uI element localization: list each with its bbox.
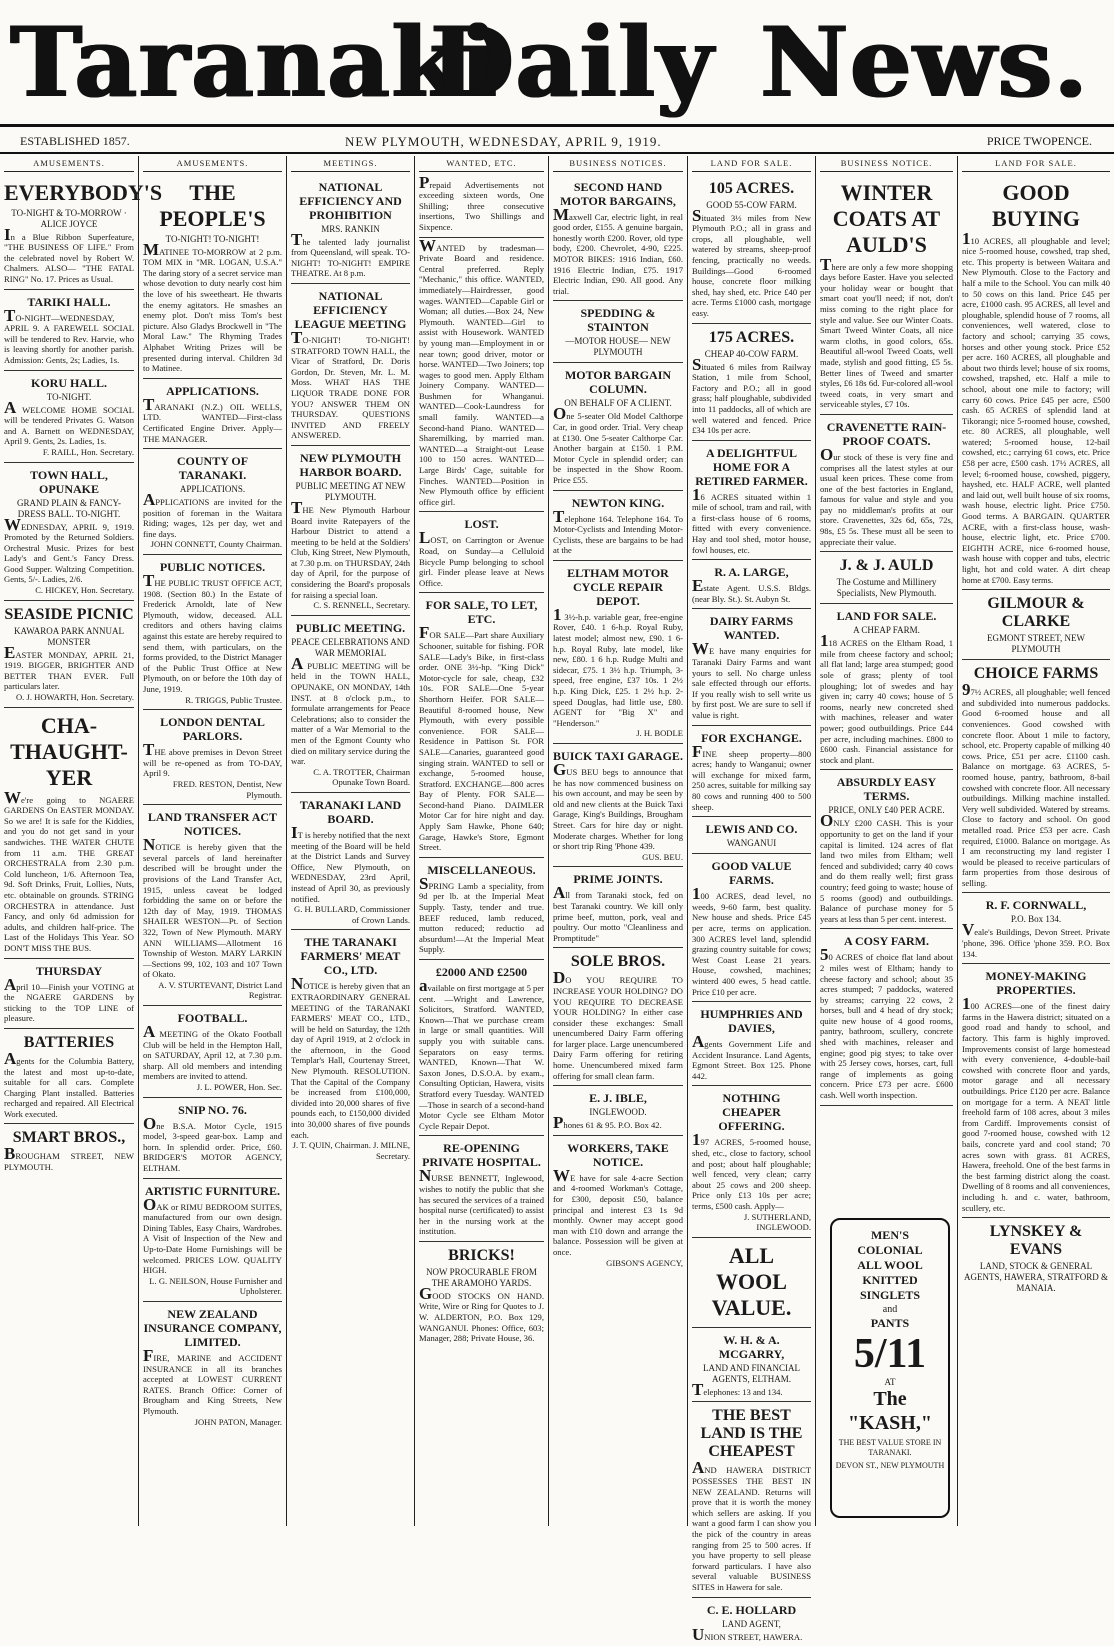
- ad-title: FOOTBALL.: [177, 1011, 248, 1026]
- ad-title: R. F. CORNWALL,: [985, 898, 1087, 913]
- ad-body: Telephones: 13 and 134.: [692, 1379, 783, 1399]
- ad-signature: JOHN CONNETT, County Chairman.: [150, 539, 282, 550]
- advertisement: [692, 726, 811, 818]
- ad-subtitle: MRS. RANKIN: [321, 223, 380, 234]
- advertisement: [962, 175, 1110, 591]
- column-heading: BUSINESS NOTICES.: [553, 156, 683, 172]
- ad-title: NEW PLYMOUTH HARBOR BOARD.: [299, 450, 402, 479]
- ad-title: GILMOUR & CLARKE: [987, 595, 1085, 631]
- ad-title: MONEY-MAKING PROPERTIES.: [985, 969, 1087, 998]
- ad-subtitle: TO-NIGHT.: [46, 391, 92, 402]
- column-heading: MEETINGS.: [291, 156, 410, 172]
- advertisement: [553, 1086, 683, 1136]
- ad-body: 110 ACRES, all ploughable and level; nice 5-roomed house, cowshed, trap shed, etc. This property is between Waitara and New Plymouth. Close to the Factory and half a mile to the School. You can milk 40 to 50 cows on this land. Price £45 per acre, £1000 cash. 95 ACRES, all level and ploughable, splendid house of 7 rooms, all conveniences, well watered, close to factory and school; carrying 35 cows, horses and other young stock. Price £52 per acre. 160 ACRES, all ploughable and about two thirds level; house of six rooms, cowshed, trapshed, etc. Half a mile to school, about one mile to factory; will carry 60 cows. Price £45 per acre, £500 cash. 65 ACRES of splendid land at Tikorangi; nice 5-roomed house, cowshed, etc. 80 ACRES, all ploughable, well watered; 5-roomed house, 12-bail cowshed, etc.; carrying 61 cows, etc. Price £58 per acre, £500 cash. 17½ ACRES, all level; 6-roomed house, cowshed, piggery, hayshed, etc. HALF ACRE, well planted and laid out, well built house of six rooms, wash house, electric light. Price £750. Good terms. A BARGAIN. QUARTER ACRE, with a first-class house, wash-house, electric light, etc. Price £700. EIGHTH ACRE, nice 6-roomed house, wash house with copper and tubs, electric light, hot and cold water. A dirt cheap home at £700. Easy terms.: [962, 228, 1110, 585]
- advertisement: [4, 463, 134, 601]
- ad-signature: J. T. QUIN, Chairman. J. MILNE, Secretary.: [292, 1140, 410, 1161]
- ad-body: WANTED by tradesman—Private Board and residence. Central preferred. Reply "Mechanic," this office. WANTED, immediately—Hairdresser, good wages. WANTED—Capable Girl or Woman; all duties.—Box 24, New Plymouth. WANTED—Girl to assist with Housework. WANTED by young man—Employment in or near town; good driver, motor or horse. WANTED—Two Joiners; top wages to good men. Apply Eltham Joinery Company. WANTED—Bushmen for Whanganui. WANTED—Cook-Laundress for small family. WANTED—a Second-hand Piano. WANTED—Sharemilking, by married man. WANTED—a Straight-out Lease 100 to 150 acres. WANTED—Large Birds' Cage, suitable for Finches. WANTED—Position in New Plymouth office by efficient office girl.: [419, 235, 544, 507]
- ad-title: NOTHING CHEAPER OFFERING.: [718, 1091, 785, 1134]
- ad-subtitle: ON BEHALF OF A CLIENT.: [564, 398, 672, 409]
- advertisement: [692, 1238, 811, 1328]
- ad-body: One B.S.A. Motor Cycle, 1915 model, 3-speed gear-box. Lamp and horn. In splendid order. Price, £60. BRIDGER'S MOTOR AGENCY, ELTHAM.: [143, 1113, 282, 1173]
- advertisement: [291, 616, 410, 793]
- advertisement: [553, 867, 683, 948]
- advertisement: [553, 363, 683, 490]
- ad-body: Prepaid Advertisements not exceeding sixteen words, One Shilling; three consecutive insertions, Two Shillings and Sixpence.: [419, 172, 544, 232]
- ad-subtitle: PUBLIC MEETING AT NEW PLYMOUTH.: [295, 480, 406, 502]
- advertisement: [692, 441, 811, 561]
- ad-body: NOTICE is hereby given that an EXTRAORDINARY GENERAL MEETING of the TARANAKI FARMERS' MEAT CO., LTD., will be held on Saturday, the 12th day of April 1919, at 2 o'clock in the afternoon, in the Good Templar's Hall, Courtenay Street, New Plymouth. RESOLUTION. That the Capital of the Company be increased from £100,000, divided into 20,000 shares of five pounds each, to £150,000 divided into 30,000 shares of five pounds each.: [291, 974, 410, 1140]
- ad-body: 97½ ACRES, all ploughable; well fenced and subdivided into numerous paddocks. Good 6-roomed house and all conveniences. Good cowshed with concrete floor. About 1 mile to factory, school, etc. Property capable of milking 40 cows. Price, £51 per acre. £1100 cash. Balance on mortgage. 63 ACRES, 5-roomed house, pantry, bathroom, 8-bail cowshed with concrete floor. All necessary outbuildings. Milking machine installed. Very well subdivided. Watered by streams. Close to factory and school. On good metalled road. Price £53 per acre. Cash required, £1000. Balance on mortgage. As I am reconstructing my land register I would be pleased to receive particulars of farm properties from those desirous of selling.: [962, 680, 1110, 888]
- ad-body: We're going to NGAERE GARDENS On EASTER MONDAY. So we are! It is safe for the Kiddies, and you do not get sand in your sandwiches. THE WATER CHUTE from 11 a.m. THE GREAT ORCHESTRALA from 2.30 p.m. Cold luncheon, 1/6. Afternoon Tea, 9d. Soft Drinks, Fruit, Lollies, Nuts, etc. obtainable on grounds. STRING ORCHESTRA in attendance. Just Fancy, and only 6d admission for adults, and children half-price. The Last of the Holidays This Year. SO DON'T MISS THE BUS.: [4, 787, 134, 953]
- ad-body: THE above premises in Devon Street will be re-opened as from TO-DAY, April 9.: [143, 740, 282, 779]
- kash-store: The "KASH,": [848, 1388, 932, 1434]
- ad-title: THE BEST LAND IS THE CHEAPEST: [700, 1407, 803, 1461]
- ad-title: LOST.: [464, 517, 499, 532]
- ad-body: Agents Government Life and Accident Insurance. Land Agents, Egmont Street. Box 125. Phone 442.: [692, 1032, 811, 1081]
- ad-title: BRICKS!: [448, 1246, 515, 1264]
- column-heading: LAND FOR SALE.: [962, 156, 1110, 172]
- advertisement: [143, 1098, 282, 1179]
- ad-title: DAIRY FARMS WANTED.: [709, 614, 794, 643]
- advertisement: [692, 1002, 811, 1086]
- ad-body: 16 ACRES situated within 1 mile of school, tram and rail, with a first-class house of 6 rooms, fitted with every convenience. Hay and tool shed, motor house, fowl houses, etc.: [692, 484, 811, 555]
- ad-body: NOTICE is hereby given that the several parcels of land hereinafter described will be brought under the provisions of the Land Transfer Act, 1915, unless caveat be lodged forbidding the same on or before the 12th day of May, 1919. THOMAS SHAILER WESTON—Pt. of Section 322, Town of New Plymouth. MARY ANN WILLIAMS—Allotment 16 Township of Weston. MARY LARKIN—Sections 99, 102, 103 and 107 Town of Okato.: [143, 835, 282, 980]
- advertisement: [143, 175, 282, 379]
- ad-body: BROUGHAM STREET, NEW PLYMOUTH.: [4, 1144, 134, 1173]
- advertisement: [820, 770, 953, 929]
- column-2: [138, 156, 286, 1526]
- masthead-word-news: News.: [760, 6, 1089, 119]
- ad-signature: FRED. RESTON, Dentist, New Plymouth.: [172, 778, 282, 800]
- established-text: ESTABLISHED 1857.: [20, 134, 130, 148]
- ad-subtitle: TO-NIGHT & TO-MORROW · ALICE JOYCE: [11, 207, 127, 229]
- ad-body: A MEETING of the Okato Football Club will be held in the Hempton Hall, on SATURDAY, April 12, at 7.30 p.m. sharp. All old members and intending members are invited to attend.: [143, 1022, 282, 1082]
- ad-title: LEWIS AND CO.: [705, 822, 798, 837]
- ad-title: THE PEOPLE'S: [159, 179, 266, 231]
- ad-subtitle: NOW PROCURABLE FROM THE ARAMOHO YARDS.: [426, 1266, 537, 1288]
- advertisement: [692, 854, 811, 1002]
- ad-body: WE have many enquiries for Taranaki Dairy Farms and want yours to sell. No charge unless sale effected through our efforts. If you really wish to sell write us by first post. We are sure to sell if value is right.: [692, 639, 811, 720]
- ad-title: TARIKI HALL.: [27, 294, 111, 309]
- ad-title: WORKERS, TAKE NOTICE.: [567, 1140, 669, 1169]
- kash-tagline: THE BEST VALUE STORE IN TARANAKI.: [838, 1438, 942, 1457]
- ad-body: All from Taranaki stock, fed on best Taranaki country. We kill only prime beef, mutton, pork, veal and poultry. Our motto "Cleanliness and Promptitude": [553, 883, 683, 943]
- ad-title: C. E. HOLLARD: [706, 1602, 797, 1617]
- ad-body: AND HAWERA DISTRICT POSSESSES THE BEST IN NEW ZEALAND. Returns will prove that it is worth the money which sellers are asking. If you want a good farm I can show you the pick of the country in areas ranging from 25 to 500 acres. If you have property to sell please forward particulars. I have also several valuable BUSINESS SITES in Hawera for sale.: [692, 1458, 811, 1592]
- column-1: [0, 156, 163, 1526]
- column-5: [548, 156, 687, 1526]
- ad-signature: JOHN PATON, Manager.: [194, 1416, 282, 1427]
- ad-signature: J. H. BODLE: [636, 728, 683, 739]
- ad-title: FOR SALE, TO LET, ETC.: [425, 598, 538, 627]
- ad-body: 100 ACRES—one of the finest dairy farms in the Hawera district; situated on a good road and handy to school, and factory. This farm is highly improved. Improvements consist of large homestead with every convenience, 4-double-bail cowshed with concrete floor and yards, motor garage and all necessary outbuildings. Price £120 per acre. Balance on mortgage for a term. A NEAT little freehold farm of 108 acres, about 3 miles from Cardiff. Improvements consist of good 7-roomed house, cowshed with 12 bails, concrete yard and cool stand; 70 acres sown with grass. 81 ACRES, Hawera, freehold. One of the best farms in the best farming district along the coast. Dwelling of 8 rooms and all conveniences, including h. and c. water, bathroom, scullery, etc.: [962, 994, 1110, 1213]
- ad-body: One 5-seater Old Model Calthorpe Car, in good order. Trial. Very cheap at £130. One 5-seater Calthorpe Car. Another bargain at £150. 1 P.M. Motor Cycle in splendid order; can be inspected in the Show Room. Price £55.: [553, 404, 683, 485]
- ad-body: MATINEE TO-MORROW at 2 p.m. TOM MIX in "MR. LOGAN, U.S.A." The daring story of a secret service man whose devotion to duty nearly cost him the love of his sweetheart. He thwarts the enemy agitators. He smashes an enemy plot. Don't miss Tom's best picture. Also Gladys Brockwell in "The Moral Law." The Rhyming Trades Alphabet Writing Prizes will be presented during interval. Children 3d to Matinee.: [143, 239, 282, 374]
- ad-title: LYNSKEY & EVANS: [989, 1223, 1083, 1259]
- ad-body: FIRE, MARINE and ACCIDENT INSURANCE in all its branches accepted at LOWEST CURRENT RATES. Branch Office: Corner of Brougham and King Streets, New Plymouth.: [143, 1345, 282, 1416]
- advertisement: [820, 552, 953, 604]
- ad-subtitle: A CHEAP FARM.: [853, 625, 920, 636]
- ad-body: In a Blue Ribbon Superfeature, "THE BUSINESS OF LIFE." From the celebrated novel by Robert W. Chalmers. ALSO— "THE FATAL RING" No. 17. Prices as Usual.: [4, 224, 134, 284]
- ad-body: EASTER MONDAY, APRIL 21, 1919. BIGGER, BRIGHTER AND BETTER THAN EVER. Full particulars later.: [4, 642, 134, 692]
- advertisement: [143, 1006, 282, 1098]
- advertisement: [692, 1086, 811, 1237]
- ad-title: W. H. & A. MCGARRY,: [718, 1332, 785, 1361]
- column-4: [414, 156, 548, 1526]
- ad-signature: A. V. STURTEVANT, District Land Registrar.: [158, 979, 282, 1001]
- advertisement: [419, 593, 544, 857]
- column-heading: BUSINESS NOTICE.: [820, 156, 953, 172]
- ad-body: Our stock of these is very fine and comprises all the latest styles at our usual keen prices. These come from one of the best factories in England, famous for value and style and you pay no middleman's profits at our store. Cravenettes, 32s 6d, 65s, 72s, 98s, £5 5s. These must all be seen to appreciate their value.: [820, 444, 953, 547]
- ad-signature: C. A. TROTTER, Chairman Opunake Town Board.: [313, 766, 410, 788]
- ad-title: MISCELLANEOUS.: [427, 862, 536, 877]
- advertisement: [553, 491, 683, 561]
- ad-body: Estate Agent. U.S.S. Bldgs. (near Bly. St.). St. Aubyn St.: [692, 576, 811, 604]
- ad-body: TARANAKI (N.Z.) OIL WELLS, LTD. WANTED—First-class Certificated Engine Driver. Apply— THE MANAGER.: [143, 394, 282, 444]
- ad-signature: C. S. RENNELL, Secretary.: [313, 600, 410, 611]
- ad-title: £2000 AND £2500: [435, 965, 528, 979]
- kash-advertisement: [830, 1218, 950, 1518]
- advertisement: [419, 1136, 544, 1242]
- masthead-word-daily: Daily: [430, 6, 715, 119]
- ad-body: 50 ACRES of choice flat land about 2 miles west of Eltham; handy to cheese factory and school; about 35 acres stumped; 7 paddocks, watered by streams; carrying 22 cows, 2 horses, bull and 4 head of dry stock; quite new house of 4 good rooms, pantry, bathroom, scullery, concrete shed with machines, releaser and engine; good pig styes; to take over with 25 Jersey cows, horses, cart, full range of implements as going concern. Price £73 per acre. £600 cash. Well worth inspection.: [820, 945, 953, 1101]
- ad-title: COUNTY OF TARANAKI.: [176, 454, 249, 483]
- ad-body: Phones 61 & 95. P.O. Box 42.: [553, 1113, 662, 1133]
- ad-body: A PUBLIC MEETING will be held in the TOWN HALL, OPUNAKE, ON MONDAY, 14th INST. at 8 o'clock p.m., to formulate arrangements for Peace Celebrations; also to consider the matter of a War Memorial to the men of the Egmont County who died on military service during the war.: [291, 653, 410, 767]
- kash-line-4: KNITTED: [862, 1273, 918, 1287]
- ad-body: GOOD STOCKS ON HAND. Write, Wire or Ring for Quotes to J. W. ALDERTON, P.O. Box 129, WANGANUI. Phones: Office, 603; Manager, 288; Private House, 36.: [419, 1283, 544, 1344]
- advertisement: [419, 1242, 544, 1348]
- kash-line-7: PANTS: [870, 1316, 910, 1330]
- column-heading: LAND FOR SALE.: [692, 156, 811, 172]
- ad-body: IT is hereby notified that the next meeting of the Board will be held at the District Lands and Survey Office, New Plymouth, on WEDNESDAY, 23rd April, instead of April 30, as previously notified.: [291, 822, 410, 904]
- advertisement: [820, 929, 953, 1105]
- advertisement: [291, 175, 410, 284]
- ad-body: Veale's Buildings, Devon Street. Private 'phone, 396. Office 'phone 359. P.O. Box 134.: [962, 920, 1110, 959]
- ad-title: EVERYBODY'S: [4, 179, 163, 205]
- ad-body: The talented lady journalist from Queensland, will speak. TO-NIGHT! TO-NIGHT! EMPIRE THEATRE. At 8 p.m.: [291, 229, 410, 279]
- advertisement: [4, 601, 134, 708]
- advertisement: [291, 446, 410, 616]
- ad-title: SMART BROS.,: [12, 1129, 126, 1147]
- ad-body: GUS BEU begs to announce that he has now commenced business on his own account, and may be seen by old and new clients at the Buick Taxi Garage, King's Buildings, Brougham Street. Cars for hire day or night. Moderate charges. Whether for long or short trip Ring 'Phone 439.: [553, 760, 683, 852]
- column-heading: AMUSEMENTS.: [4, 156, 134, 172]
- advertisement: [553, 301, 683, 363]
- ad-signature: R. TRIGGS, Public Trustee.: [185, 694, 282, 705]
- ad-title: RE-OPENING PRIVATE HOSPITAL.: [422, 1141, 541, 1170]
- ad-title: 175 ACRES.: [708, 328, 795, 346]
- ad-subtitle: The Costume and Millinery Specialists, New Plymouth.: [836, 577, 937, 599]
- ad-subtitle: WANGANUI: [726, 838, 777, 849]
- ad-title: NATIONAL EFFICIENCY AND PROHIBITION: [299, 179, 402, 222]
- kash-price: 5/11: [853, 1331, 927, 1377]
- kash-line-3: ALL WOOL: [857, 1258, 923, 1272]
- advertisement: [820, 415, 953, 552]
- ad-subtitle: PEACE CELEBRATIONS AND WAR MEMORIAL: [291, 636, 410, 658]
- advertisement: [962, 590, 1110, 660]
- advertisement: [553, 561, 683, 744]
- advertisement: [962, 964, 1110, 1218]
- ad-title: ARTISTIC FURNITURE.: [145, 1183, 280, 1198]
- ad-title: CHA-THAUGHT-YER: [10, 712, 128, 790]
- advertisement: [143, 449, 282, 555]
- advertisement: [962, 1218, 1110, 1298]
- ad-title: ALL WOOL VALUE.: [711, 1242, 792, 1320]
- ad-signature: G. H. BULLARD, Commissioner of Crown Lands.: [293, 904, 410, 925]
- ad-body: 197 ACRES, 5-roomed house, shed, etc., close to factory, school and post; about half ploughable; well fenced, very clean; carry about 25 cows and 200 sheep. Price only £13 10s per acre; terms, £500 cash. Apply—: [692, 1130, 811, 1212]
- column-8: [957, 156, 1114, 1526]
- ad-body: There are only a few more shopping days before Easter. Have you selected your holiday wear or bought that smart coat you'll need; if not, don't miss coming to the right place for style and value. See our Winter Coats. Smart Tweed Winter Coats, all nice warm cloths, in good colors, 65s. Beautiful all-wool Tweed Coats, well made, stylish and good fitting, £5 5s. Better lines of Tweed and smarter styles, £6 18s 6d. Fur-colored all-wool tweed coats, in very smart and serviceable styles, £7 10s.: [820, 254, 953, 410]
- ad-signature: GIBSON'S AGENCY,: [606, 1257, 683, 1268]
- ad-subtitle: LAND, STOCK & GENERAL AGENTS, HAWERA, STRATFORD & MANAIA.: [963, 1261, 1109, 1294]
- dateline-bar: [0, 124, 1114, 154]
- ad-title: HUMPHRIES AND DAVIES,: [700, 1007, 803, 1036]
- advertisement: [692, 817, 811, 854]
- advertisement: [419, 960, 544, 1136]
- ad-subtitle: EGMONT STREET, NEW PLYMOUTH: [987, 633, 1085, 655]
- ad-body: Telephone 164. Telephone 164. To Motor-Cyclists and Intending Motor-Cyclists, these are bargains to be had at the: [553, 506, 683, 556]
- advertisement: [4, 959, 134, 1029]
- advertisement: [692, 1328, 811, 1403]
- ad-body: Agents for the Columbia Battery, the latest and most up-to-date, suitable for all cars. Complete Charging Plant installed. Batteries recharged and repaired. All Electrical Work executed.: [4, 1048, 134, 1119]
- ad-title: R. A. LARGE,: [714, 565, 789, 580]
- ad-subtitle: GOOD 55-COW FARM.: [706, 199, 797, 210]
- ad-title: THURSDAY: [35, 963, 103, 978]
- ad-body: FINE sheep property—800 acres; handy to Wanganui; owner will exchange for mixed farm, 250 acres, suitable for milking say 80 cows and running 400 to 500 sheep.: [692, 741, 811, 812]
- advertisement: [143, 555, 282, 710]
- ad-title: GOOD VALUE FARMS.: [711, 859, 792, 888]
- kash-line-6: and: [882, 1304, 898, 1315]
- advertisement: [692, 324, 811, 441]
- ad-subtitle: LAND AGENT,: [722, 1618, 781, 1629]
- ad-title: TARANAKI LAND BOARD.: [299, 797, 402, 826]
- ad-title: GOOD BUYING: [991, 179, 1080, 231]
- advertisement: [143, 1179, 282, 1302]
- price-text: PRICE TWOPENCE.: [986, 134, 1092, 148]
- ad-subtitle: P.O. Box 134.: [1010, 914, 1062, 925]
- advertisement: [4, 1029, 134, 1125]
- ad-body: THE New Plymouth Harbour Board invite Ratepayers of the Harbour District to attend a meeting to be held at the Soldiers' Club, King Street, New Plymouth, at 7.30 p.m. on THURSDAY, 24th day of April, for the purpose of considering the Board's proposals for raising a special loan.: [291, 497, 410, 600]
- ad-title: WINTER COATS AT AULD'S: [832, 179, 941, 257]
- ad-title: NEWTON KING.: [571, 495, 665, 510]
- advertisement: [419, 512, 544, 593]
- ad-signature: C. HICKEY, Hon. Secretary.: [35, 585, 134, 596]
- ad-title: J. & J. AULD: [839, 557, 934, 575]
- advertisement: [419, 858, 544, 960]
- advertisement: [4, 290, 134, 371]
- ad-title: E. J. IBLE,: [589, 1091, 647, 1106]
- kash-line-2: COLONIAL: [857, 1243, 923, 1257]
- ad-title: FOR EXCHANGE.: [701, 730, 802, 745]
- ad-title: THE TARANAKI FARMERS' MEAT CO., LTD.: [300, 935, 401, 978]
- ad-body: APPLICATIONS are invited for the position of foreman in the Waitara Riding; wages, 12s per day, wet and fine days.: [143, 490, 282, 539]
- column-3: [286, 156, 414, 1526]
- ad-subtitle: INGLEWOOD.: [589, 1107, 647, 1118]
- ad-body: A WELCOME HOME SOCIAL will be tendered Privates G. Watson and A. Barnett on WEDNESDAY, April 9. Gents, 2s. Ladies, 1s.: [4, 397, 134, 447]
- advertisement: [4, 371, 134, 463]
- ad-body: TO-NIGHT! TO-NIGHT! STRATFORD TOWN HALL, the Vicar of Stratford, Dr. Doris Gordon, Dr. Steven, Mr. L. M. Moss. WHAT HAS THE LIQUOR TRADE DONE FOR YOU? ANSWER THEM ON THURSDAY. QUESTIONS INVITED AND FREELY ANSWERED.: [291, 327, 410, 441]
- ad-title: SOLE BROS.: [570, 953, 666, 971]
- ad-title: TOWN HALL, OPUNAKE: [30, 467, 108, 496]
- column-heading: WANTED, ETC.: [419, 156, 544, 172]
- advertisement: [291, 284, 410, 446]
- advertisement: [692, 560, 811, 609]
- advertisement: [692, 609, 811, 725]
- ad-title: A DELIGHTFUL HOME FOR A RETIRED FARMER.: [695, 445, 808, 488]
- ad-body: Situated 6 miles from Railway Station, 1 mile from School, Factory and P.O.; all in good grass; half ploughable, subdivided into 11 paddocks, all of which are well watered and fenced. Price £34 10s per acre.: [692, 354, 811, 436]
- place-date-text: NEW PLYMOUTH, WEDNESDAY, APRIL 9, 1919.: [345, 134, 662, 149]
- advertisement: [962, 660, 1110, 893]
- ad-subtitle: LAND AND FINANCIAL AGENTS, ELTHAM.: [703, 1362, 800, 1384]
- ad-body: UNION STREET, HAWERA.: [692, 1624, 803, 1644]
- ad-title: PRIME JOINTS.: [573, 872, 663, 887]
- advertisement: [143, 379, 282, 449]
- ad-title: LONDON DENTAL PARLORS.: [160, 715, 265, 744]
- ad-body: WEDNESDAY, APRIL 9, 1919. Promoted by the Returned Soldiers. Orchestral Music. Prizes for best Lady's and Gent.'s Fancy Dress. Good Supper. Waltzing Competition. Gents, 5/-. Ladies, 2/6.: [4, 514, 134, 585]
- kash-address: DEVON ST., NEW PLYMOUTH: [835, 1461, 945, 1470]
- ad-body: ONLY £200 CASH. This is your opportunity to get on the land if your capital is limited. 124 acres of flat land two miles from Eltham; well fenced and subdivided; carry 40 cows and do them really well; first grass country; feed going to waste; house of 5 rooms (good) and outbuildings. Balance of purchase money for 5 years at less than 5 per cent. interest.: [820, 811, 953, 924]
- ad-title: A COSY FARM.: [844, 934, 929, 949]
- ad-signature: L. G. NEILSON, House Furnisher and Upholsterer.: [149, 1275, 282, 1297]
- advertisement: [553, 948, 683, 1086]
- ad-subtitle: GRAND PLAIN & FANCY-DRESS BALL. TO-NIGHT.: [16, 497, 122, 519]
- ad-body: WE have for sale 4-acre Section and 4-roomed Workman's Cottage, for £300, deposit £50, balance principal and interest £3 1s 9d monthly. Owner may accept good man with £10 down and arrange the balance. Possession will be given at once.: [553, 1165, 683, 1257]
- ad-signature: J. SUTHERLAND, INGLEWOOD.: [743, 1211, 811, 1233]
- ad-body: OAK or RIMU BEDROOM SUITES, manufactured from our own design. Dining Tables, Easy Chairs, Wardrobes. A Visit of Inspection of the New and Up-to-Date Home Furnishings will be welcomed. PRICES LOW. QUALITY HIGH.: [143, 1194, 282, 1276]
- advertisement: [553, 1136, 683, 1272]
- ad-title: SEASIDE PICNIC: [4, 605, 134, 623]
- ad-body: NURSE BENNETT, Inglewood, wishes to notify the public that she has secured the services of a trained hospital nurse (certificated) to assist her in the nursing work at the institution.: [419, 1166, 544, 1237]
- advertisement: [4, 708, 134, 959]
- ad-title: APPLICATIONS.: [166, 383, 259, 398]
- advertisement: [820, 175, 953, 415]
- ad-body: THE PUBLIC TRUST OFFICE ACT, 1908. (Section 80.) In the Estate of Frederick Arnoldt, late of New Plymouth, widow, deceased. ALL creditors and others having claims against this estate are hereby required to send them, with particulars, on the forms provided, to the District Manager of the Public Trust Office at New Plymouth, on or before the 10th day of June, 1919.: [143, 571, 282, 694]
- ad-title: PUBLIC MEETING.: [295, 620, 406, 635]
- ad-title: LAND FOR SALE.: [836, 609, 937, 624]
- ad-title: KORU HALL.: [30, 375, 107, 390]
- ad-signature: GUS. BEU.: [642, 851, 683, 862]
- ad-subtitle: CHEAP 40-COW FARM.: [704, 348, 799, 359]
- advertisement: [143, 1302, 282, 1431]
- ad-body: Situated 3½ miles from New Plymouth P.O.; all in grass and crops, all ploughable, well watered by streams, sheep-proof fencing, practically no weeds. Buildings—Good 6-roomed house, concrete floor milking shed, hay shed, etc. Price £40 per acre. Terms £1000 cash, mortgage easy.: [692, 205, 811, 318]
- ad-title: SECOND HAND MOTOR BARGAINS,: [560, 179, 676, 208]
- ad-subtitle: —MOTOR HOUSE— NEW PLYMOUTH: [565, 336, 671, 358]
- advertisement: [291, 930, 410, 1165]
- ad-body: 118 ACRES on the Eltham Road, 1 mile from cheese factory and school; all flat land; large area stumped; good sole of grass; plenty of tool ploughing; lot of swedes and hay given in; carry 40 cows; house of 5 rooms, nearly new concreted shed with machines, releaser and water power; good outbuildings. Price £44 per acre, including machines. £800 to £600 cash. Financial assistance for stock and plant.: [820, 631, 953, 765]
- ad-signature: J. L. POWER, Hon. Sec.: [196, 1082, 282, 1093]
- ad-body: LOST, on Carrington or Avenue Road, on Sunday—a Celluloid Bicycle Pump belonging to school girl. Finder please leave at News Office.: [419, 528, 544, 588]
- kash-at: AT: [884, 1377, 896, 1387]
- ad-title: BUICK TAXI GARAGE.: [553, 749, 683, 763]
- kash-line-5: SINGLETS: [859, 1288, 921, 1302]
- ad-signature: O. J. HOWARTH, Hon. Secretary.: [15, 692, 134, 703]
- advertisement: [962, 893, 1110, 964]
- ad-body: April 10—Finish your VOTING at the NGAERE GARDENS by sticking to the TOP LINE of pleasure.: [4, 974, 134, 1024]
- ad-title: ELTHAM MOTOR CYCLE REPAIR DEPOT.: [567, 565, 669, 608]
- ad-subtitle: KAWAROA PARK ANNUAL MONSTER: [14, 625, 124, 647]
- ad-subtitle: TO-NIGHT! TO-NIGHT!: [165, 233, 260, 244]
- ad-body: 100 ACRES, dead level, no weeds, 9-60 farm, best quality. New house and sheds. Price £45 per acre, terms on application. 300 ACRES level land, splendid grazing country suitable for cows; West Coast Lease 21 years. House, cowshed, machines; winterd 400 ewes, 5 head cattle. Price £10 per acre.: [692, 884, 811, 997]
- advertisement: [291, 793, 410, 930]
- ad-title: PUBLIC NOTICES.: [159, 560, 266, 575]
- masthead: [0, 0, 1114, 122]
- ad-body: Maxwell Car, electric light, in real good order, £155. A genuine bargain, honestly worth £200. Rover, old type body, £200. Chevrolet, 4-90, £225. MOTOR BIKES: 1916 Indian, £60. 1916 Electric Indian, £75. 1917 Electric Indian, £90. All good. Any trial.: [553, 204, 683, 296]
- ad-body: TO-NIGHT—WEDNESDAY, APRIL 9. A FAREWELL SOCIAL will be tendered to Rev. Harvie, who is leaving shortly for another parish. Admission: Gents, 2s; Ladies, 1s.: [4, 305, 134, 365]
- advertisement: [419, 235, 544, 513]
- ad-body: SPRING Lamb a speciality, from 9d per lb. at the Imperial Meat Supply. Tasty, tender and true. BEEF reduced, lamb reduced, mutton reduced; reductio ad absurdum!—At the Imperial Meat Supply.: [419, 873, 544, 955]
- column-heading: AMUSEMENTS.: [143, 156, 282, 172]
- ad-title: CRAVENETTE RAIN-PROOF COATS.: [826, 419, 947, 448]
- ad-signature: F. RAILL, Hon. Secretary.: [42, 446, 134, 457]
- advertisement: [692, 175, 811, 324]
- advertisement: [553, 175, 683, 302]
- ad-title: NATIONAL EFFICIENCY LEAGUE MEETING: [294, 288, 407, 331]
- ad-title: ABSURDLY EASY TERMS.: [836, 775, 937, 804]
- ad-title: CHOICE FARMS: [973, 665, 1099, 683]
- advertisement: [692, 1402, 811, 1597]
- advertisement: [692, 1598, 811, 1646]
- column-6: [687, 156, 815, 1644]
- advertisement: [820, 1106, 953, 1113]
- advertisement: [143, 710, 282, 805]
- ad-title: MOTOR BARGAIN COLUMN.: [564, 368, 672, 397]
- advertisement: [4, 1124, 134, 1176]
- advertisement: [553, 744, 683, 867]
- ad-body: 1 3½-h.p. variable gear, free-engine Rover, £40. 1 6-h.p. Royal Ruby, latest model; almost new, £90. 1 6-h.p. Royal Ruby, late model, like new, £80. 1 6 h.p. Rudge Multi and sidecar, £75. 1 3½ h.p. Triumph, 3-speed, free engine, £37 10s. 1 2½ h.p. King Dick, £25. 1 2½ h.p. 2-speed Douglas, had little use, £80. AGENT for "Big X" and "Henderson.": [553, 604, 683, 728]
- kash-line-1: MEN'S: [870, 1228, 909, 1242]
- advertisement: [820, 604, 953, 770]
- ad-title: SPEDDING & STAINTON: [580, 306, 656, 335]
- ad-subtitle: APPLICATIONS.: [179, 484, 246, 495]
- ad-body: available on first mortgage at 5 per cent. —Wright and Lawrence, Solicitors, Stratford. WANTED, Known—That we purchase cream in large or small quantities. Will supply you with suitable cans. Separators on easy terms. WANTED, Known—That W. Saxon Jones, D.S.O.A. by exam., Consulting Optician, Hawera, visits Stratford every Tuesday. WANTED—Those in search of a second-hand Motor Cycle see Eltham Motor Cycle Repair Depot.: [419, 976, 544, 1131]
- ad-title: BATTERIES: [23, 1033, 115, 1051]
- advertisement: [143, 805, 282, 1006]
- ad-title: SNIP NO. 76.: [178, 1102, 247, 1117]
- ad-title: NEW ZEALAND INSURANCE COMPANY, LIMITED.: [143, 1306, 282, 1349]
- ad-body: DO YOU REQUIRE TO INCREASE YOUR HOLDING? DO YOU REQUIRE TO DECREASE YOUR HOLDING? In either case consider these exchanges: Small unencumbered Dairy Farm offering for larger place. Large unencumbered Dairy Farm offering for retiring home. Unencumbered mixed farm offering for small clean farm.: [553, 968, 683, 1081]
- advertisement: [4, 175, 163, 290]
- ad-subtitle: PRICE, ONLY £40 PER ACRE.: [828, 805, 945, 816]
- masthead-word-taranaki: Taranaki: [10, 6, 499, 119]
- ad-title: 105 ACRES.: [708, 179, 795, 197]
- advertisement: [419, 172, 544, 238]
- ad-title: LAND TRANSFER ACT NOTICES.: [147, 810, 278, 839]
- ad-body: FOR SALE—Part share Auxiliary Schooner, suitable for fishing. FOR SALE—Lady's Bike, in first-class order. ONE 3½-hp. "King Dick" Motor-cycle for sale, cheap, £32 10s. FOR SALE—One 5-year Shorthorn Heifer. FOR SALE—Beautiful 8-roomed house, New Plymouth, with every possible convenience. FOR SALE—Residence in Pattison St. FOR SALE—Canaries, guaranteed good singing strain. WANTED to sell or exchange, 5-roomed house, Stratford. EXCHANGE—800 acres Bay of Plenty. FOR SALE—Second-hand Piano. DAIMLER Motor Car for hire night and day. Apply Sam Hawke, Phone 640; Garage, Hawke's Store, Egmont Street.: [419, 623, 544, 853]
